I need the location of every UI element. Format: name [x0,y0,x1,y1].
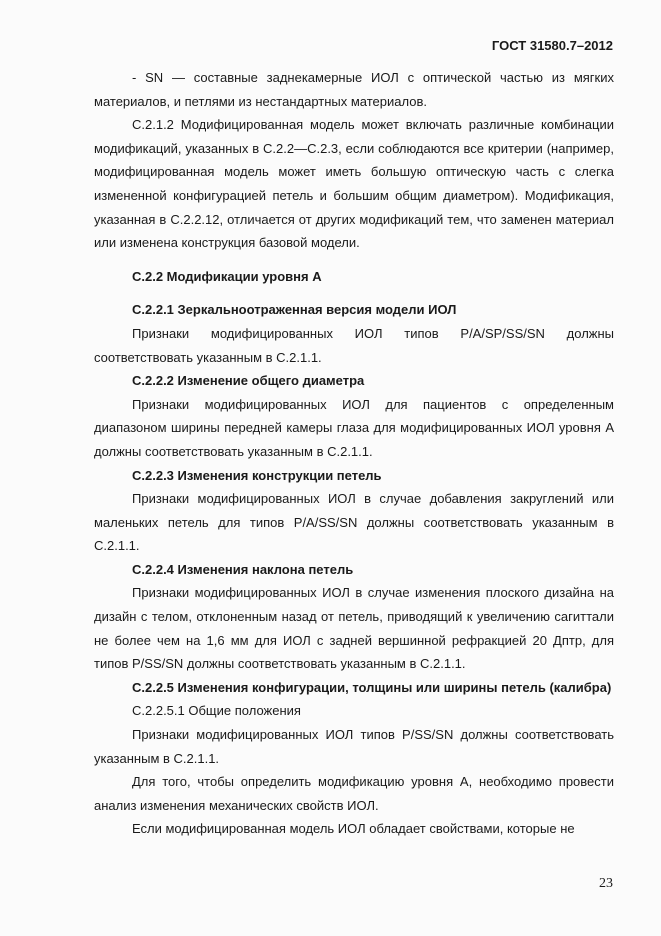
document-header: ГОСТ 31580.7–2012 [491,38,613,53]
paragraph-c2-1-2: С.2.1.2 Модифицированная модель может включать различные комбинации модификаций, указанных в С.2.2—С.2.3, если соблюдаются все критерии (например, модифицированная модель может иметь большую оптическую часть с слегка измененной конфигурацией петель и большим общим диаметром). Модификация, указанная в С.2.2.12, отличается от других модификаций тем, что заменен материал или изменена конструкция базовой модели. [94,117,614,251]
heading-c2-2-2: С.2.2.2 Изменение общего диаметра [132,373,365,389]
heading-c2-2: С.2.2 Модификации уровня А [132,268,322,284]
document-body [94,66,614,841]
paragraph-sn-definition: - SN — составные заднекамерные ИОЛ с оптической частью из мягких материалов, и петлями из нестандартных материалов. [94,70,614,109]
paragraph-c2-2-5-1-c: Если модифицированная модель ИОЛ обладает свойствами, которые не [132,821,575,837]
heading-c2-2-1: С.2.2.1 Зеркальноотраженная версия модели ИОЛ [132,302,457,318]
paragraph-c2-2-3: Признаки модифицированных ИОЛ в случае добавления закруглений или маленьких петель для типов P/A/SS/SN должны соответствовать указанным в С.2.1.1. [94,491,614,554]
paragraph-c2-2-1: Признаки модифицированных ИОЛ типов P/A/SP/SS/SN должны соответствовать указанным в С.2.1.1. [94,325,614,365]
paragraph-c2-2-4: Признаки модифицированных ИОЛ в случае изменения плоского дизайна на дизайн с телом, отклоненным назад от петель, приводящий к увеличению сагиттали не более чем на 1,6 мм для ИОЛ с задней вершинной рефракцией 20 Дптр, для типов P/SS/SN должны соответствовать указанным в С.2.1.1. [94,585,614,672]
paragraph-c2-2-5-1-a: Признаки модифицированных ИОЛ типов P/SS/SN должны соответствовать указанным в С.2.1.1. [94,727,614,766]
heading-c2-2-4: С.2.2.4 Изменения наклона петель [132,561,354,577]
paragraph-c2-2-2: Признаки модифицированных ИОЛ для пациентов с определенным диапазоном ширины передней камеры глаза для модифицированных ИОЛ уровня А должны соответствовать указанным в С.2.1.1. [94,396,614,459]
heading-c2-2-5: С.2.2.5 Изменения конфигурации, толщины или ширины петель (калибра) [132,679,612,695]
heading-c2-2-3: С.2.2.3 Изменения конструкции петель [132,467,382,483]
paragraph-c2-2-5-1-b: Для того, чтобы определить модификацию уровня А, необходимо провести анализ изменения механических свойств ИОЛ. [94,774,614,813]
page-number: 23 [599,876,613,891]
subheading-c2-2-5-1: С.2.2.5.1 Общие положения [132,703,301,719]
